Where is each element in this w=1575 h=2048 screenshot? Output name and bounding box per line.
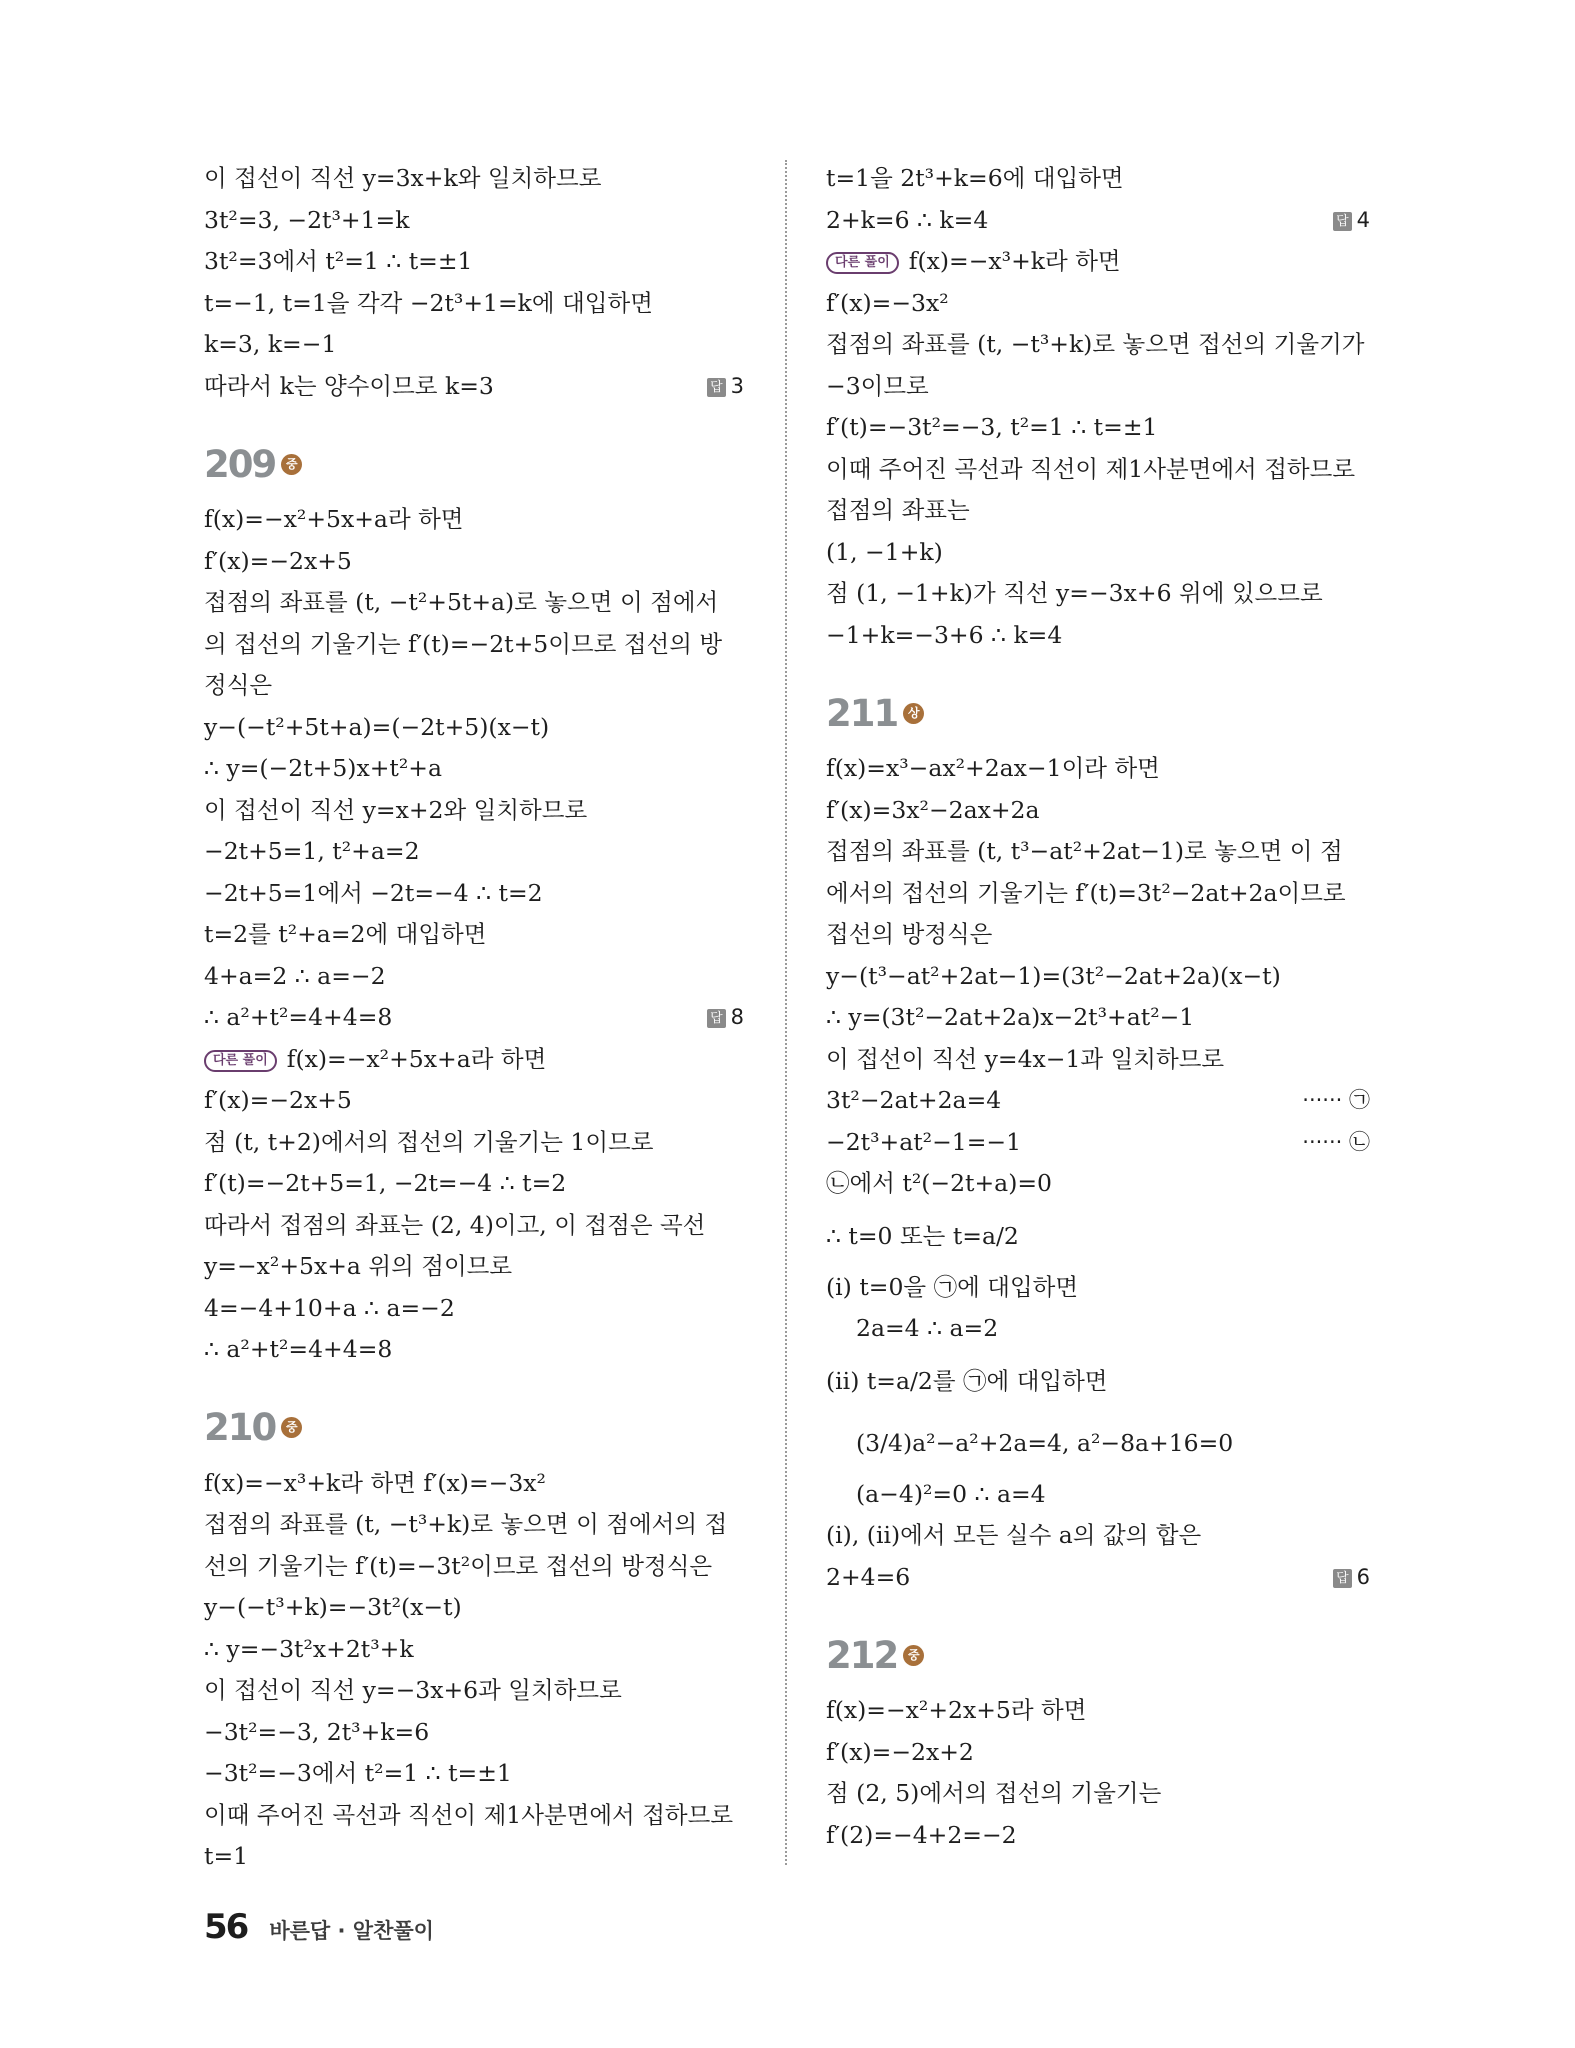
- solution-line: [204, 1463, 744, 1505]
- solution-text: (3/4)a²−a²+2a=4, a²−8a+16=0: [856, 1428, 1234, 1457]
- solution-text: 점 (1, −1+k)가 직선 y=−3x+6 위에 있으므로: [826, 579, 1323, 607]
- problem-header: [204, 1393, 744, 1463]
- solution-text: 접점의 좌표를 (t, t³−at²+2at−1)로 놓으면 이 점: [826, 837, 1343, 865]
- solution-line: [826, 1515, 1370, 1557]
- solution-text: y−(−t³+k)=−3t²(x−t): [204, 1593, 462, 1621]
- solution-line: [826, 449, 1370, 491]
- solution-text: 이때 주어진 곡선과 직선이 제1사분면에서 접하므로: [204, 1800, 734, 1829]
- solution-line: [826, 407, 1370, 449]
- solution-line: [826, 1773, 1370, 1815]
- alternative-solution-badge: 다른 풀이: [826, 252, 899, 274]
- solution-text: (a−4)²=0 ∴ a=4: [856, 1479, 1046, 1508]
- solution-text: y−(−t²+5t+a)=(−2t+5)(x−t): [204, 712, 550, 741]
- answer-mark: [707, 366, 744, 408]
- answer-value: 3: [730, 373, 744, 398]
- solution-line: [826, 790, 1370, 832]
- problem-header: [826, 678, 1370, 748]
- solution-text: f′(t)=−2t+5=1, −2t=−4 ∴ t=2: [204, 1169, 567, 1197]
- answer-value: 6: [1356, 1564, 1370, 1589]
- solution-line: [204, 1629, 744, 1671]
- equation-marker: ······ ㉡: [1302, 1129, 1370, 1154]
- right-column: [826, 158, 1370, 1856]
- solution-line: [204, 914, 744, 956]
- answer-label: 답: [707, 1009, 726, 1028]
- solution-text: 2a=4 ∴ a=2: [856, 1314, 999, 1342]
- solution-line: [826, 1557, 1370, 1599]
- solution-text: 이 접선이 직선 y=−3x+6과 일치하므로: [204, 1676, 622, 1704]
- solution-line: [826, 615, 1370, 657]
- answer-mark: [1333, 200, 1370, 242]
- solution-text: ∴ y=−3t²x+2t³+k: [204, 1634, 414, 1663]
- left-column: [204, 158, 744, 1878]
- solution-line: [826, 1690, 1370, 1732]
- solution-line: [826, 914, 1370, 956]
- solution-text: −2t³+at²−1=−1: [826, 1127, 1022, 1156]
- problem-number: 210: [204, 1406, 276, 1449]
- solution-text: k=3, k=−1: [204, 330, 337, 358]
- solution-text: 2+k=6 ∴ k=4: [826, 205, 989, 234]
- solution-line: [204, 1795, 744, 1837]
- solution-text: 이때 주어진 곡선과 직선이 제1사분면에서 접하므로: [826, 454, 1356, 483]
- solution-line: [204, 707, 744, 749]
- solution-text: (i) t=0을 ㉠에 대입하면: [826, 1272, 1079, 1301]
- solution-line: [204, 499, 744, 541]
- solution-text: 접선의 방정식은: [826, 920, 993, 948]
- solution-text: −2t+5=1, t²+a=2: [204, 837, 420, 865]
- solution-line: [826, 532, 1370, 574]
- solution-line: [204, 624, 744, 666]
- solution-text: f(x)=−x³+k라 하면 f′(x)=−3x²: [204, 1468, 546, 1497]
- solution-text: 이 접선이 직선 y=4x−1과 일치하므로: [826, 1044, 1225, 1073]
- solution-text: 접점의 좌표를 (t, −t³+k)로 놓으면 접선의 기울기가: [826, 330, 1365, 358]
- solution-text: −2t+5=1에서 −2t=−4 ∴ t=2: [204, 878, 543, 907]
- solution-text: f(x)=−x²+5x+a라 하면: [204, 505, 464, 533]
- solution-text: 의 접선의 기울기는 f′(t)=−2t+5이므로 접선의 방: [204, 629, 723, 658]
- solution-text: ∴ a²+t²=4+4=8: [204, 1335, 393, 1363]
- solution-text: 이 접선이 직선 y=3x+k와 일치하므로: [204, 164, 602, 192]
- problem-header: [204, 429, 744, 499]
- solution-text: y=−x²+5x+a 위의 점이므로: [204, 1252, 513, 1280]
- solution-text: f′(t)=−3t²=−3, t²=1 ∴ t=±1: [826, 413, 1158, 441]
- solution-text: −3t²=−3에서 t²=1 ∴ t=±1: [204, 1759, 512, 1787]
- solution-text: 정식은: [204, 671, 273, 699]
- solution-line: [204, 200, 744, 242]
- solution-text: 점 (2, 5)에서의 접선의 기울기는: [826, 1779, 1162, 1807]
- solution-text: f′(x)=−2x+5: [204, 1086, 352, 1114]
- solution-line: [826, 1412, 1370, 1474]
- alternative-solution-badge: 다른 풀이: [204, 1050, 277, 1072]
- solution-text: 4+a=2 ∴ a=−2: [204, 961, 386, 990]
- problem-number: 211: [826, 691, 898, 735]
- difficulty-badge: 중: [281, 1417, 302, 1438]
- solution-line: [204, 956, 744, 998]
- solution-text: −1+k=−3+6 ∴ k=4: [826, 620, 1063, 649]
- solution-line: [204, 366, 744, 408]
- solution-text: ∴ a²+t²=4+4=8: [204, 1003, 393, 1031]
- solution-text: 선의 기울기는 f′(t)=−3t²이므로 접선의 방정식은: [204, 1551, 713, 1580]
- solution-text: t=2를 t²+a=2에 대입하면: [204, 920, 487, 948]
- solution-text: 따라서 k는 양수이므로 k=3: [204, 371, 494, 400]
- answer-label: 답: [707, 378, 726, 397]
- solution-line: [826, 283, 1370, 325]
- problem-number: 212: [826, 1633, 898, 1677]
- solution-line: [204, 1080, 744, 1122]
- solution-text: 접점의 좌표를 (t, −t²+5t+a)로 놓으면 이 점에서: [204, 588, 719, 616]
- answer-value: 8: [730, 1005, 744, 1029]
- solution-text: ∴ y=(−2t+5)x+t²+a: [204, 754, 442, 782]
- column-divider: [785, 160, 787, 1865]
- solution-line: [826, 997, 1370, 1039]
- solution-text: ㉡에서 t²(−2t+a)=0: [826, 1169, 1053, 1197]
- solution-line: [204, 1122, 744, 1164]
- solution-line: [826, 1815, 1370, 1857]
- solution-line: [204, 790, 744, 832]
- solution-line: [204, 158, 744, 200]
- solution-line: [204, 541, 744, 583]
- solution-text: 이 접선이 직선 y=x+2와 일치하므로: [204, 795, 588, 824]
- solution-line: [204, 1587, 744, 1629]
- solution-line: [826, 1080, 1370, 1122]
- solution-line: [826, 1205, 1370, 1267]
- solution-line: [204, 1329, 744, 1371]
- book-title: 바른답 · 알찬풀이: [269, 1919, 434, 1943]
- solution-line: [204, 324, 744, 366]
- answer-mark: [707, 997, 744, 1039]
- solution-text: f(x)=−x³+k라 하면: [908, 247, 1121, 275]
- solution-text: (ii) t=a/2를 ㉠에 대입하면: [826, 1366, 1108, 1395]
- solution-text: (1, −1+k): [826, 537, 943, 566]
- solution-text: ∴ t=0 또는 t=a/2: [826, 1221, 1019, 1250]
- solution-text: f(x)=x³−ax²+2ax−1이라 하면: [826, 754, 1160, 782]
- solution-line: [826, 1163, 1370, 1205]
- solution-line: [826, 1474, 1370, 1516]
- solution-line: [826, 1122, 1370, 1164]
- answer-value: 4: [1356, 207, 1370, 232]
- solution-text: t=1을 2t³+k=6에 대입하면: [826, 164, 1124, 192]
- solution-line: [826, 1732, 1370, 1774]
- solution-line: [826, 1267, 1370, 1309]
- solution-line: [204, 1836, 744, 1878]
- equation-marker: ······ ㉠: [1302, 1088, 1370, 1112]
- solution-text: f′(x)=3x²−2ax+2a: [826, 795, 1040, 824]
- answer-mark: [1333, 1557, 1370, 1599]
- solution-line: [204, 1288, 744, 1330]
- solution-text: 따라서 접점의 좌표는 (2, 4)이고, 이 접점은 곡선: [204, 1210, 706, 1239]
- solution-line: [204, 283, 744, 325]
- solution-line: [826, 324, 1370, 366]
- solution-text: ∴ y=(3t²−2at+2a)x−2t³+at²−1: [826, 1003, 1195, 1031]
- solution-line: [826, 748, 1370, 790]
- solution-line: [204, 1753, 744, 1795]
- solution-text: t=−1, t=1을 각각 −2t³+1=k에 대입하면: [204, 288, 653, 317]
- solution-line: [204, 1039, 744, 1081]
- solution-text: 점 (t, t+2)에서의 접선의 기울기는 1이므로: [204, 1127, 654, 1156]
- solution-line: [826, 200, 1370, 242]
- solution-line: [204, 831, 744, 873]
- solution-text: 3t²=3에서 t²=1 ∴ t=±1: [204, 247, 473, 275]
- difficulty-badge: 중: [903, 1645, 924, 1666]
- solution-line: [204, 1546, 744, 1588]
- problem-header: [826, 1620, 1370, 1690]
- solution-line: [204, 997, 744, 1039]
- solution-line: [826, 366, 1370, 408]
- solution-line: [204, 1712, 744, 1754]
- solution-text: f′(x)=−3x²: [826, 288, 949, 317]
- solution-line: [826, 1308, 1370, 1350]
- solution-text: f′(x)=−2x+5: [204, 546, 352, 575]
- solution-text: f′(x)=−2x+2: [826, 1737, 974, 1766]
- difficulty-badge: 중: [281, 454, 302, 475]
- solution-text: 접점의 좌표를 (t, −t³+k)로 놓으면 이 점에서의 접: [204, 1510, 728, 1538]
- solution-line: [204, 873, 744, 915]
- answer-label: 답: [1333, 1569, 1352, 1588]
- solution-line: [826, 873, 1370, 915]
- solution-line: [826, 831, 1370, 873]
- solution-text: −3t²=−3, 2t³+k=6: [204, 1717, 430, 1746]
- difficulty-badge: 상: [903, 703, 924, 724]
- solution-text: f(x)=−x²+2x+5라 하면: [826, 1696, 1087, 1724]
- solution-text: y−(t³−at²+2at−1)=(3t²−2at+2a)(x−t): [826, 961, 1281, 990]
- solution-line: [204, 1670, 744, 1712]
- answer-label: 답: [1333, 212, 1352, 231]
- solution-text: 에서의 접선의 기울기는 f′(t)=3t²−2at+2a이므로: [826, 878, 1346, 907]
- solution-line: [826, 241, 1370, 283]
- solution-line: [826, 490, 1370, 532]
- problem-number: 209: [204, 442, 276, 486]
- solution-line: [826, 158, 1370, 200]
- page-footer: [204, 1907, 434, 1947]
- solution-text: 3t²=3, −2t³+1=k: [204, 205, 410, 234]
- solution-line: [204, 582, 744, 624]
- solution-line: [204, 665, 744, 707]
- solution-text: 2+4=6: [826, 1562, 911, 1591]
- solution-line: [826, 1039, 1370, 1081]
- page-number: 56: [204, 1907, 248, 1947]
- solution-text: t=1: [204, 1842, 249, 1870]
- solution-line: [826, 956, 1370, 998]
- solution-line: [204, 1504, 744, 1546]
- solution-text: f′(2)=−4+2=−2: [826, 1820, 1017, 1849]
- solution-text: (i), (ii)에서 모든 실수 a의 값의 합은: [826, 1521, 1202, 1549]
- solution-line: [204, 748, 744, 790]
- solution-line: [826, 1350, 1370, 1412]
- solution-text: 3t²−2at+2a=4: [826, 1086, 1002, 1114]
- solution-text: 4=−4+10+a ∴ a=−2: [204, 1293, 455, 1322]
- solution-text: f(x)=−x²+5x+a라 하면: [286, 1044, 547, 1073]
- solution-line: [204, 241, 744, 283]
- solution-text: 접점의 좌표는: [826, 496, 970, 524]
- solution-line: [204, 1246, 744, 1288]
- solution-text: −3이므로: [826, 371, 929, 400]
- solution-line: [826, 573, 1370, 615]
- solution-line: [204, 1163, 744, 1205]
- solution-line: [204, 1205, 744, 1247]
